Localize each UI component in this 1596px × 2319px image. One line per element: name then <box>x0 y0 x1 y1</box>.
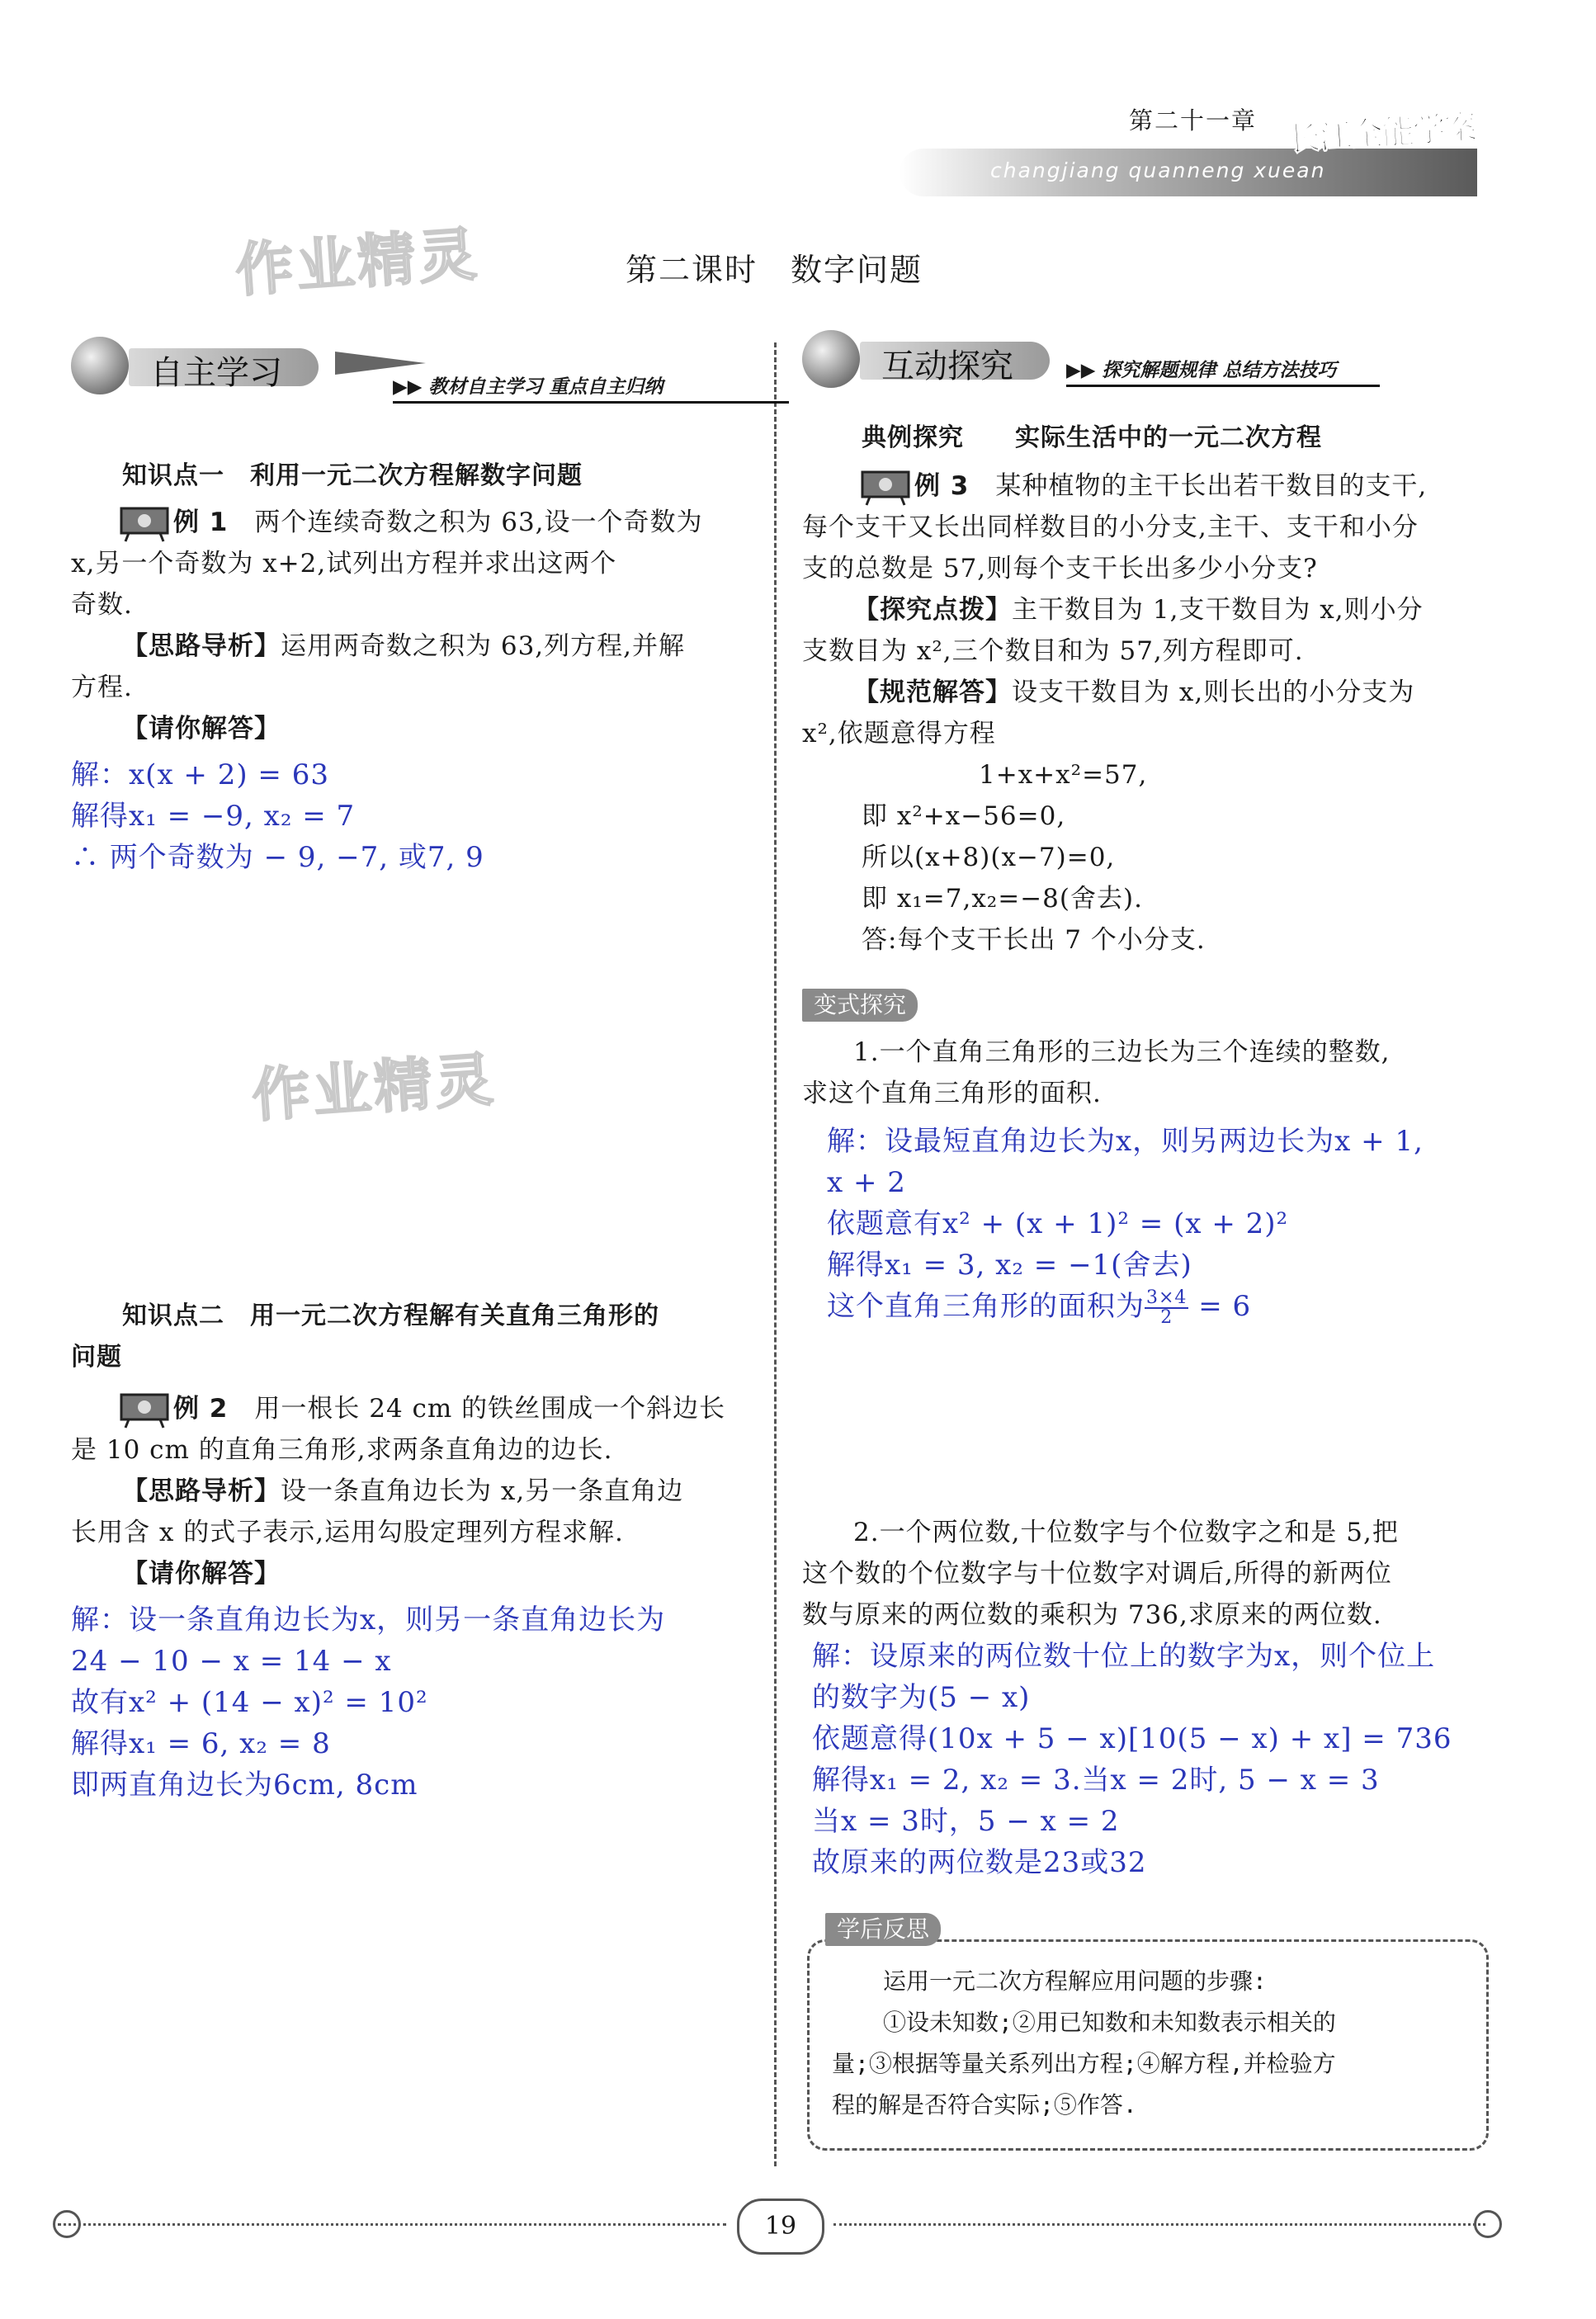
variant-tag: 变式探究 <box>802 989 918 1022</box>
hint-text: 设一条直角边长为 x,另一条直角边 <box>281 1476 684 1506</box>
standard-text: x²,依题意得方程 <box>802 719 996 749</box>
banner-underline <box>393 401 789 404</box>
hint-text: 方程. <box>71 673 133 702</box>
hint-text: 支数目为 x²,三个数目和为 57,列方程即可. <box>802 636 1304 666</box>
example-text: 某种植物的主干长出若干数目的支干, <box>995 471 1428 501</box>
header-pinyin: changjiang quanneng xuean <box>990 158 1326 182</box>
hint-label: 【探究点拨】 <box>853 595 1012 625</box>
column-divider <box>774 342 777 2166</box>
answer-line: 解：设一条直角边长为x，则另一条直角边长为 <box>71 1603 666 1637</box>
blackboard-icon <box>119 1392 170 1429</box>
standard-label: 【规范解答】 <box>853 678 1012 707</box>
answer-label: 【请你解答】 <box>122 1559 281 1589</box>
question-2: 数与原来的两位数的乘积为 736,求原来的两位数. <box>802 1600 1382 1630</box>
equation: 答:每个支干长出 7 个小分支. <box>862 925 1206 955</box>
watermark: 作业精灵 <box>233 220 482 305</box>
example-text: x,另一个奇数为 x+2,试列出方程并求出这两个 <box>71 549 617 579</box>
reflection-tag: 学后反思 <box>825 1913 941 1946</box>
section-banner-interactive <box>802 330 1462 388</box>
blackboard-icon <box>119 506 170 542</box>
globe-icon <box>71 337 129 394</box>
answer-line: 解：设最短直角边长为x，则另两边长为x + 1, <box>827 1125 1424 1158</box>
equation: 所以(x+8)(x−7)=0, <box>862 843 1116 872</box>
example-text: 奇数. <box>71 590 133 620</box>
answer-line: 依题意得(10x + 5 − x)[10(5 − x) + x] = 736 <box>812 1722 1452 1755</box>
hint-text: 主干数目为 1,支干数目为 x,则小分 <box>1012 595 1424 625</box>
example-text: 两个连续奇数之积为 63,设一个奇数为 <box>254 508 703 537</box>
footer-ornament-left <box>53 2210 81 2238</box>
watermark: 作业精灵 <box>249 1045 498 1131</box>
footer-ornament-right <box>1474 2210 1502 2238</box>
left-column <box>71 456 748 878</box>
hint-label: 【思路导析】 <box>122 1476 281 1506</box>
standard-answer <box>802 672 1495 713</box>
answer-line: 故原来的两位数是23或32 <box>812 1846 1147 1879</box>
answer-line: 解得x₁ = 2, x₂ = 3.当x = 2时, 5 − x = 3 <box>812 1764 1380 1797</box>
reflection-line: 量;③根据等量关系列出方程;④解方程,并检验方 <box>832 2050 1336 2077</box>
blackboard-icon <box>860 470 911 506</box>
hint-label: 【思路导析】 <box>122 631 281 661</box>
brand-logo: 长江全能学案 <box>1286 108 1477 159</box>
kp2-title: 问题 <box>71 1343 122 1372</box>
answer-line: 24 − 10 − x = 14 − x <box>71 1645 392 1678</box>
answer-label: 【请你解答】 <box>122 714 281 744</box>
example-1 <box>71 502 748 543</box>
chapter-label: 第二十一章 <box>1129 106 1258 135</box>
footer-rule-right <box>833 2223 1485 2226</box>
question-2: 2.一个两位数,十位数字与个位数字之和是 5,把 <box>853 1518 1399 1547</box>
example-text: 用一根长 24 cm 的铁丝围成一个斜边长 <box>254 1394 726 1424</box>
example-label: 例 2 <box>173 1394 229 1424</box>
equation: 即 x²+x−56=0, <box>862 801 1066 831</box>
reflection-line: 运用一元二次方程解应用问题的步骤: <box>883 1967 1267 1995</box>
kp2-title: 知识点二 用一元二次方程解有关直角三角形的 <box>122 1301 659 1330</box>
equation: 即 x₁=7,x₂=−8(舍去). <box>862 884 1143 914</box>
example-text: 每个支干又长出同样数目的小分支,主干、支干和小分 <box>802 512 1419 542</box>
area-fraction: $\frac{3\times 4}{2}$ <box>1146 1287 1188 1328</box>
answer-line: 依题意有x² + (x + 1)² = (x + 2)² <box>827 1207 1289 1240</box>
reflection-line: 程的解是否符合实际;⑤作答. <box>832 2091 1137 2118</box>
hint <box>802 589 1495 631</box>
banner-title: 自主学习 <box>150 354 282 392</box>
banner-title: 互动探究 <box>881 347 1013 385</box>
answer-line: 当x = 3时，5 − x = 2 <box>812 1805 1120 1838</box>
lesson-title: 第二课时 数字问题 <box>626 252 923 288</box>
answer-line: 的数字为(5 − x) <box>812 1681 1031 1714</box>
hint-text: 长用含 x 的式子表示,运用勾股定理列方程求解. <box>71 1518 624 1547</box>
answer-line: x + 2 <box>827 1166 906 1199</box>
standard-text: 设支干数目为 x,则长出的小分支为 <box>1012 678 1415 707</box>
question-1: 1.一个直角三角形的三边长为三个连续的整数, <box>853 1037 1391 1067</box>
answer-line: 解：设原来的两位数十位上的数字为x，则个位上 <box>812 1640 1436 1673</box>
example-text: 支的总数是 57,则每个支干长出多少小分支? <box>802 554 1318 583</box>
section-banner-self-study <box>71 337 731 398</box>
variant-questions <box>802 1032 1495 1327</box>
example-label: 例 1 <box>173 508 229 537</box>
example-2 <box>71 1388 748 1429</box>
question-2-block <box>802 1512 1495 1883</box>
area-suffix: = 6 <box>1188 1290 1252 1323</box>
answer-line: 故有x² + (14 − x)² = 10² <box>71 1686 428 1719</box>
page-number: 19 <box>737 2199 824 2255</box>
footer-rule-left <box>58 2223 726 2226</box>
answer-line: 解得x₁ = 6, x₂ = 8 <box>71 1727 331 1760</box>
globe-icon <box>802 330 860 388</box>
question-1: 求这个直角三角形的面积. <box>802 1079 1102 1108</box>
answer-line: 解：x(x + 2) = 63 <box>71 758 329 791</box>
kp1-title: 知识点一 利用一元二次方程解数字问题 <box>122 461 583 490</box>
answer-line: ∴ 两个奇数为 − 9, −7, 或7, 9 <box>71 841 484 874</box>
example-text: 是 10 cm 的直角三角形,求两条直角边的边长. <box>71 1435 613 1465</box>
answer-line: 解得x₁ = 3, x₂ = −1(舍去) <box>827 1249 1192 1282</box>
left-column-lower <box>71 1296 748 1806</box>
example-3 <box>802 465 1495 507</box>
banner-underline <box>1066 385 1380 387</box>
hint-text: 运用两奇数之积为 63,列方程,并解 <box>281 631 686 661</box>
example-label: 例 3 <box>914 471 970 501</box>
right-column <box>802 418 1495 961</box>
answer-line: 解得x₁ = −9, x₂ = 7 <box>71 800 356 833</box>
banner-slogan: ▶▶ 探究解题规律 总结方法技巧 <box>1066 359 1337 381</box>
question-2: 这个数的个位数字与十位数字对调后,所得的新两位 <box>802 1559 1392 1589</box>
answer-line: 即两直角边长为6cm, 8cm <box>71 1769 418 1802</box>
area-prefix: 这个直角三角形的面积为 <box>827 1290 1145 1323</box>
answer-line <box>802 1286 1495 1327</box>
equation: 1+x+x²=57, <box>979 760 1148 790</box>
hint <box>71 1471 748 1512</box>
hint <box>71 626 748 667</box>
reflection-text <box>832 1961 1467 2126</box>
reflection-line: ①设未知数;②用已知数和未知数表示相关的 <box>883 2009 1336 2036</box>
banner-slogan: ▶▶ 教材自主学习 重点自主归纳 <box>393 375 663 398</box>
typical-title: 典例探究 实际生活中的一元二次方程 <box>862 423 1322 452</box>
